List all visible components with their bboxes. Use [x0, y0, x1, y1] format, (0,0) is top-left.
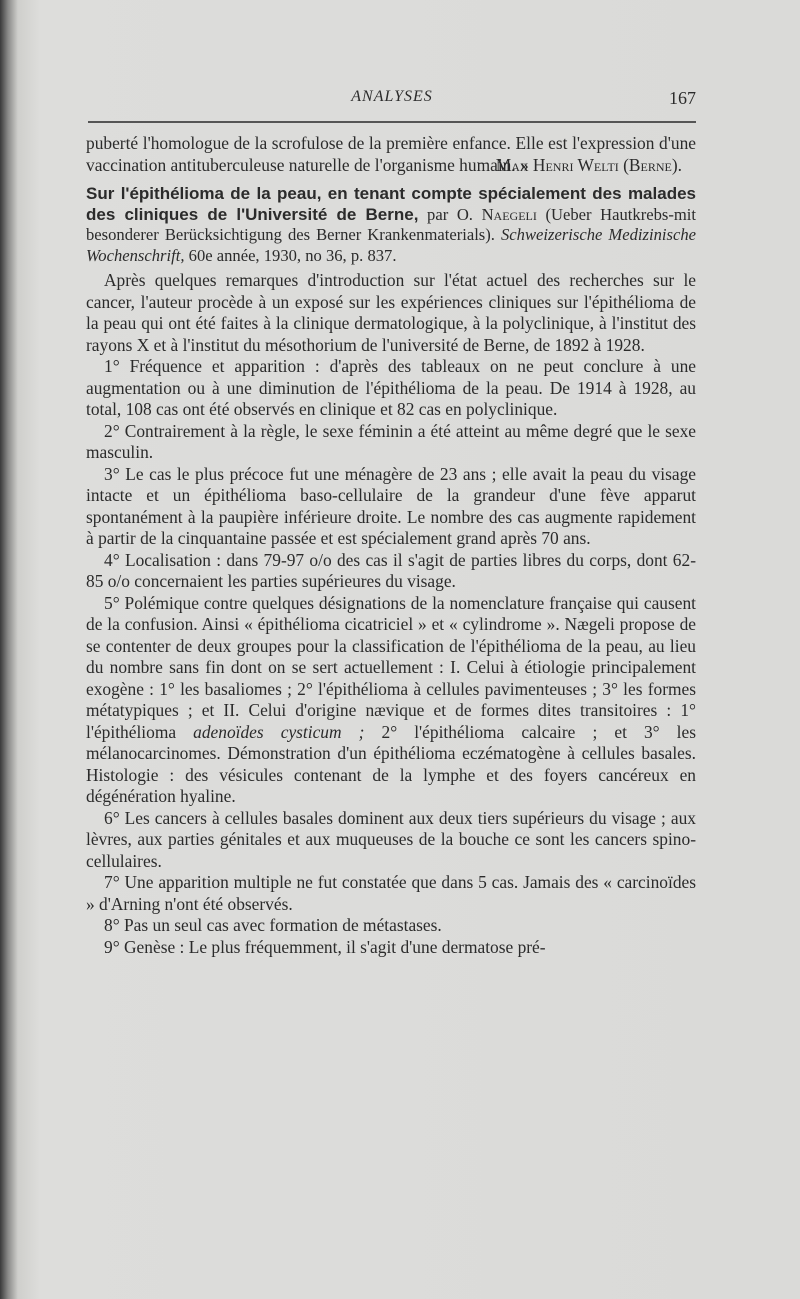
page-body	[86, 133, 696, 958]
paragraph-intro: Après quelques remarques d'introduction sur l'état actuel des recherches sur le cancer, l'auteur procède à un exposé sur les expériences cliniques sur l'épithélioma de la peau qui ont été faites à la clinique dermatologique, à la polyclinique, à l'institut des rayons X et à l'institut du mésothorium de l'université de Berne, de 1892 à 1928.	[86, 270, 696, 355]
paragraph-5-text-a: 5° Polémique contre quelques désignations de la nomenclature française qui causent de la confusion. Ainsi « épithélioma cicatriciel » et « cylindrome ». Nægeli propose de se contenter de deux groupes pour la classification de l'épithélioma de la peau, au lieu du nombre sans fin dont on se sert actuellement : I. Celui à étiologie principalement exogène : 1° les basaliomes ; 2° l'épithélioma à cellules pavimenteuses ; 3° les formes métatypiques ; et II. Celui d'origine nævique et de formes dites transitoires : 1° l'épithélioma	[86, 592, 696, 742]
original-title: (Ueber Hautkrebs-mit besonderer Berücksichtigung des Berner Krankenmaterials).	[86, 204, 696, 244]
paragraph-8: 8° Pas un seul cas avec formation de métastases.	[104, 915, 442, 935]
running-head: ANALYSES	[351, 88, 433, 105]
paragraph-5-text-b: 2° l'épithélioma calcaire ; et 3° les mélanocarcinomes. Démonstration d'un épithélioma eczématogène à cellules basales. Histologie : des vésicules contenant de la lymphe et des foyers cancéreux en dégénération hyaline.	[86, 721, 696, 806]
citation: 60e année, 1930, no 36, p. 837.	[188, 245, 397, 265]
paragraph-6: 6° Les cancers à cellules basales dominent aux deux tiers supérieurs du visage ; aux lèvres, aux parties génitales et aux muqueuses de la bouche ce sont les cancers spino-cellulaires.	[86, 807, 696, 871]
intro-text: puberté l'homologue de la scrofulose de la première enfance. Elle est l'expression d'une vaccination antituberculeuse naturelle de l'organisme humain. »	[86, 133, 696, 175]
article-title: Sur l'épithélioma de la peau, en tenant compte spécialement des malades des cliniques de l'Université de Berne,	[86, 184, 696, 224]
page-number: 167	[669, 88, 696, 108]
header-rule	[88, 121, 696, 123]
paragraph-2: 2° Contrairement à la règle, le sexe féminin a été atteint au même degré que le sexe masculin.	[86, 420, 696, 462]
paragraph-7: 7° Une apparition multiple ne fut constatée que dans 5 cas. Jamais des « carcinoïdes » d'Arning n'ont été observés.	[86, 872, 696, 914]
paragraph-4: 4° Localisation : dans 79-97 o/o des cas il s'agit de parties libres du corps, dont 62-85 o/o concernaient les parties supérieures du visage.	[86, 549, 696, 591]
article-heading	[86, 184, 696, 266]
author-name: Naegeli	[481, 204, 537, 224]
page-header	[88, 88, 696, 118]
paragraph-5	[86, 593, 696, 808]
paragraph-5-italic: adenoïdes cysticum ;	[193, 721, 365, 742]
journal-name: Schweizerische Medizinische Wochenschrift,	[86, 225, 696, 265]
author-prefix: par O.	[427, 204, 473, 224]
paragraph-9: 9° Genèse : Le plus fréquemment, il s'agit d'une dermatose pré-	[104, 936, 546, 957]
paragraph-3: 3° Le cas le plus précoce fut une ménagère de 23 ans ; elle avait la peau du visage intacte et un épithélioma baso-cellulaire de la grandeur d'une fève apparut spontanément à la paupière inférieure droite. Le nombre des cas augmente rapidement à partir de la cinquantaine passée et est spécialement grand après 70 ans.	[86, 463, 696, 548]
intro-signature: Max Henri Welti (Berne).	[495, 154, 682, 175]
paragraph-1: 1° Fréquence et apparition : d'après des tableaux on ne peut conclure à une augmentation ou à une diminution de l'épithélioma de la peau. De 1914 à 1928, au total, 108 cas ont été observés en clinique et 82 cas en polyclinique.	[86, 356, 696, 419]
